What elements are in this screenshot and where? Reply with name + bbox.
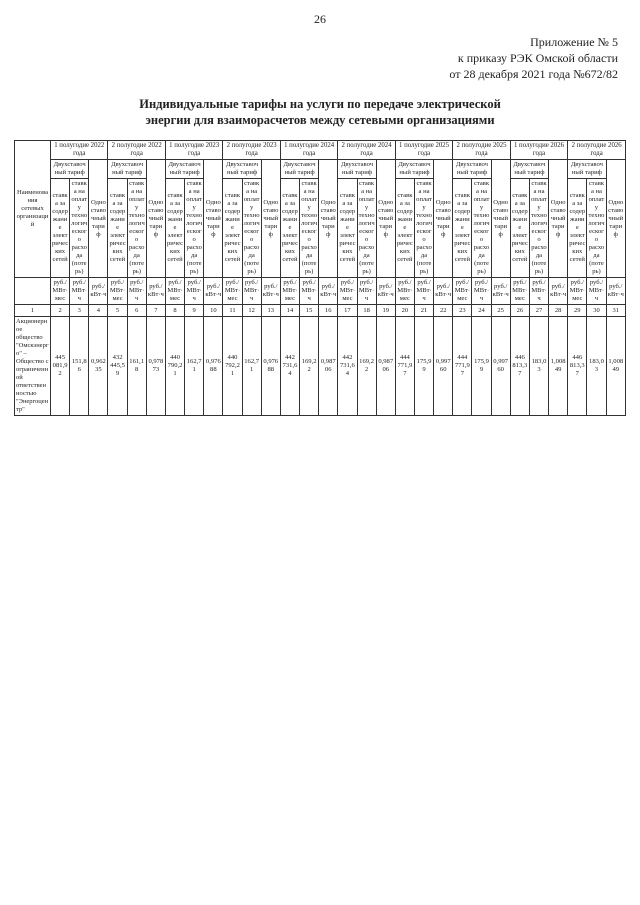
unit-mwh-cell: руб./МВт·ч [472,278,491,305]
rate-losses-header: ставка на оплату технологического расхода (потерь) [357,179,376,278]
unit-mw-cell: руб./МВт·мес [453,278,472,305]
column-number: 2 [51,305,70,317]
two-part-tariff-header: Двухставочный тариф [453,160,491,179]
unit-mw-cell: руб./МВт·мес [338,278,357,305]
unit-kwh-cell: руб./кВт·ч [89,278,108,305]
column-number: 16 [319,305,338,317]
unit-mwh-cell: руб./МВт·ч [70,278,89,305]
tariff-value-cell: 175,99 [414,317,433,416]
tariff-value-cell: 183,03 [587,317,606,416]
rate-losses-header: ставка на оплату технологического расхода (потерь) [300,179,319,278]
column-number: 28 [549,305,568,317]
period-header: 2 полугодие 2023 года [223,141,280,160]
page-number: 26 [314,12,326,26]
two-part-tariff-header: Двухставочный тариф [108,160,146,179]
document-title [20,96,620,128]
tariff-value-cell: 0,99760 [434,317,453,416]
unit-mw-cell: руб./МВт·мес [51,278,70,305]
period-header: 1 полугодие 2022 года [51,141,108,160]
two-part-tariff-header: Двухставочный тариф [165,160,203,179]
one-part-tariff-header: Одноставочный тариф [204,160,223,278]
title-line-1: Индивидуальные тарифы на услуги по передаче электрической [139,97,501,111]
column-number: 19 [376,305,395,317]
tariff-value-cell: 0,98706 [319,317,338,416]
two-part-tariff-header: Двухставочный тариф [510,160,548,179]
tariff-value-cell: 151,86 [70,317,89,416]
header-row-units [15,278,626,305]
tariff-value-cell: 183,03 [529,317,548,416]
column-number: 5 [108,305,127,317]
unit-mwh-cell: руб./МВт·ч [185,278,204,305]
tariff-value-cell: 0,98706 [376,317,395,416]
one-part-tariff-header: Одноставочный тариф [549,160,568,278]
two-part-tariff-header: Двухставочный тариф [395,160,433,179]
unit-mwh-cell: руб./МВт·ч [529,278,548,305]
tariff-table-container [14,140,626,890]
unit-mwh-cell: руб./МВт·ч [300,278,319,305]
two-part-tariff-header: Двухставочный тариф [280,160,318,179]
tariff-value-cell: 0,97688 [261,317,280,416]
rate-losses-header: ставка на оплату технологического расхода (потерь) [127,179,146,278]
tariff-value-cell: 169,22 [300,317,319,416]
column-number: 22 [434,305,453,317]
unit-mwh-cell: руб./МВт·ч [127,278,146,305]
period-header: 1 полугодие 2026 года [510,141,567,160]
column-number: 27 [529,305,548,317]
unit-mwh-cell: руб./МВт·ч [414,278,433,305]
one-part-tariff-header: Одноставочный тариф [491,160,510,278]
one-part-tariff-header: Одноставочный тариф [434,160,453,278]
rate-upkeep-header: ставка за содержание электрических сетей [280,179,299,278]
rate-upkeep-header: ставка за содержание электрических сетей [453,179,472,278]
column-number: 8 [165,305,184,317]
rate-upkeep-header: ставка за содержание электрических сетей [165,179,184,278]
two-part-tariff-header: Двухставочный тариф [338,160,376,179]
unit-kwh-cell: руб./кВт·ч [376,278,395,305]
tariff-value-cell: 446 813,37 [568,317,587,416]
column-number: 31 [606,305,625,317]
period-header: 2 полугодие 2025 года [453,141,510,160]
tariff-value-cell: 446 813,37 [510,317,529,416]
column-number: 30 [587,305,606,317]
two-part-tariff-header: Двухставочный тариф [568,160,606,179]
unit-kwh-cell: руб./кВт·ч [434,278,453,305]
rate-upkeep-header: ставка за содержание электрических сетей [395,179,414,278]
tariff-value-cell: 445 081,92 [51,317,70,416]
column-number: 17 [338,305,357,317]
tariff-value-cell: 444 771,97 [395,317,414,416]
period-header: 2 полугодие 2022 года [108,141,165,160]
rate-upkeep-header: ставка за содержание электрических сетей [338,179,357,278]
rate-losses-header: ставка на оплату технологического расхода (потерь) [529,179,548,278]
rate-upkeep-header: ставка за содержание электрических сетей [510,179,529,278]
one-part-tariff-header: Одноставочный тариф [319,160,338,278]
tariff-value-cell: 442 731,64 [280,317,299,416]
unit-mwh-cell: руб./МВт·ч [357,278,376,305]
tariff-value-cell: 162,71 [242,317,261,416]
header-row-periods [15,141,626,160]
column-number: 11 [223,305,242,317]
unit-mw-cell: руб./МВт·мес [165,278,184,305]
two-part-tariff-header: Двухставочный тариф [223,160,261,179]
tariff-value-cell: 162,71 [185,317,204,416]
units-blank-cell [15,278,51,305]
tariff-value-cell: 0,97688 [204,317,223,416]
appendix-line-1: Приложение № 5 [530,35,618,49]
one-part-tariff-header: Одноставочный тариф [89,160,108,278]
column-number: 26 [510,305,529,317]
tariff-value-cell: 161,18 [127,317,146,416]
rate-upkeep-header: ставка за содержание электрических сетей [568,179,587,278]
unit-mwh-cell: руб./МВт·ч [242,278,261,305]
appendix-line-2: к приказу РЭК Омской области [457,51,618,65]
period-header: 2 полугодие 2024 года [338,141,395,160]
rate-losses-header: ставка на оплату технологического расхода (потерь) [587,179,606,278]
tariff-value-cell: 440 792,21 [223,317,242,416]
column-number: 15 [300,305,319,317]
tariff-value-cell: 440 790,21 [165,317,184,416]
appendix-line-3: от 28 декабря 2021 года №672/82 [449,67,618,81]
column-number: 29 [568,305,587,317]
tariff-value-cell: 1,00849 [549,317,568,416]
rate-losses-header: ставка на оплату технологического расхода (потерь) [472,179,491,278]
header-row-tariff-type [15,160,626,179]
appendix-block [449,34,618,82]
column-number: 25 [491,305,510,317]
column-number: 6 [127,305,146,317]
column-number: 12 [242,305,261,317]
tariff-value-cell: 175,99 [472,317,491,416]
rate-upkeep-header: ставка за содержание электрических сетей [51,179,70,278]
column-number-row [15,305,626,317]
one-part-tariff-header: Одноставочный тариф [146,160,165,278]
rate-losses-header: ставка на оплату технологического расхода (потерь) [414,179,433,278]
rate-upkeep-header: ставка за содержание электрических сетей [108,179,127,278]
column-number: 13 [261,305,280,317]
tariff-value-cell: 444 771,97 [453,317,472,416]
table-header [15,141,626,305]
column-number: 23 [453,305,472,317]
table-body [15,305,626,416]
period-header: 1 полугодие 2023 года [165,141,222,160]
tariff-value-cell: 432 445,59 [108,317,127,416]
unit-kwh-cell: руб./кВт·ч [606,278,625,305]
one-part-tariff-header: Одноставочный тариф [376,160,395,278]
column-number: 18 [357,305,376,317]
period-header: 2 полугодие 2026 года [568,141,626,160]
tariff-value-cell: 0,96235 [89,317,108,416]
one-part-tariff-header: Одноставочный тариф [606,160,625,278]
unit-kwh-cell: руб./кВт·ч [204,278,223,305]
column-number: 20 [395,305,414,317]
unit-mwh-cell: руб./МВт·ч [587,278,606,305]
period-header: 1 полугодие 2024 года [280,141,337,160]
unit-mw-cell: руб./МВт·мес [223,278,242,305]
unit-mw-cell: руб./МВт·мес [510,278,529,305]
tariff-value-cell: 0,97873 [146,317,165,416]
unit-kwh-cell: руб./кВт·ч [491,278,510,305]
rate-losses-header: ставка на оплату технологического расхода (потерь) [185,179,204,278]
unit-mw-cell: руб./МВт·мес [568,278,587,305]
unit-kwh-cell: руб./кВт·ч [146,278,165,305]
unit-kwh-cell: руб./кВт·ч [261,278,280,305]
tariff-table [14,140,626,416]
column-number: 7 [146,305,165,317]
rate-losses-header: ставка на оплату технологического расхода (потерь) [242,179,261,278]
period-header: 1 полугодие 2025 года [395,141,452,160]
unit-mw-cell: руб./МВт·мес [108,278,127,305]
title-line-2: энергии для взаиморасчетов между сетевыми организациями [145,113,495,127]
rate-losses-header: ставка на оплату технологического расхода (потерь) [70,179,89,278]
column-number: 3 [70,305,89,317]
org-header: Наименования сетевых организаций [15,141,51,278]
unit-kwh-cell: руб./кВт·ч [319,278,338,305]
column-number: 10 [204,305,223,317]
unit-mw-cell: руб./МВт·мес [395,278,414,305]
one-part-tariff-header: Одноставочный тариф [261,160,280,278]
column-number: 1 [15,305,51,317]
column-number: 21 [414,305,433,317]
tariff-value-cell: 169,22 [357,317,376,416]
two-part-tariff-header: Двухставочный тариф [51,160,89,179]
tariff-value-cell: 442 731,64 [338,317,357,416]
tariff-value-cell: 1,00849 [606,317,625,416]
column-number: 4 [89,305,108,317]
unit-mw-cell: руб./МВт·мес [280,278,299,305]
rate-upkeep-header: ставка за содержание электрических сетей [223,179,242,278]
column-number: 24 [472,305,491,317]
column-number: 14 [280,305,299,317]
unit-kwh-cell: руб./кВт·ч [549,278,568,305]
table-row [15,317,626,416]
org-name-cell: Акционерное общество "Омскэнерго" – Общество с ограниченной ответственностью "Энергоцентр" [15,317,51,416]
column-number: 9 [185,305,204,317]
tariff-value-cell: 0,99760 [491,317,510,416]
